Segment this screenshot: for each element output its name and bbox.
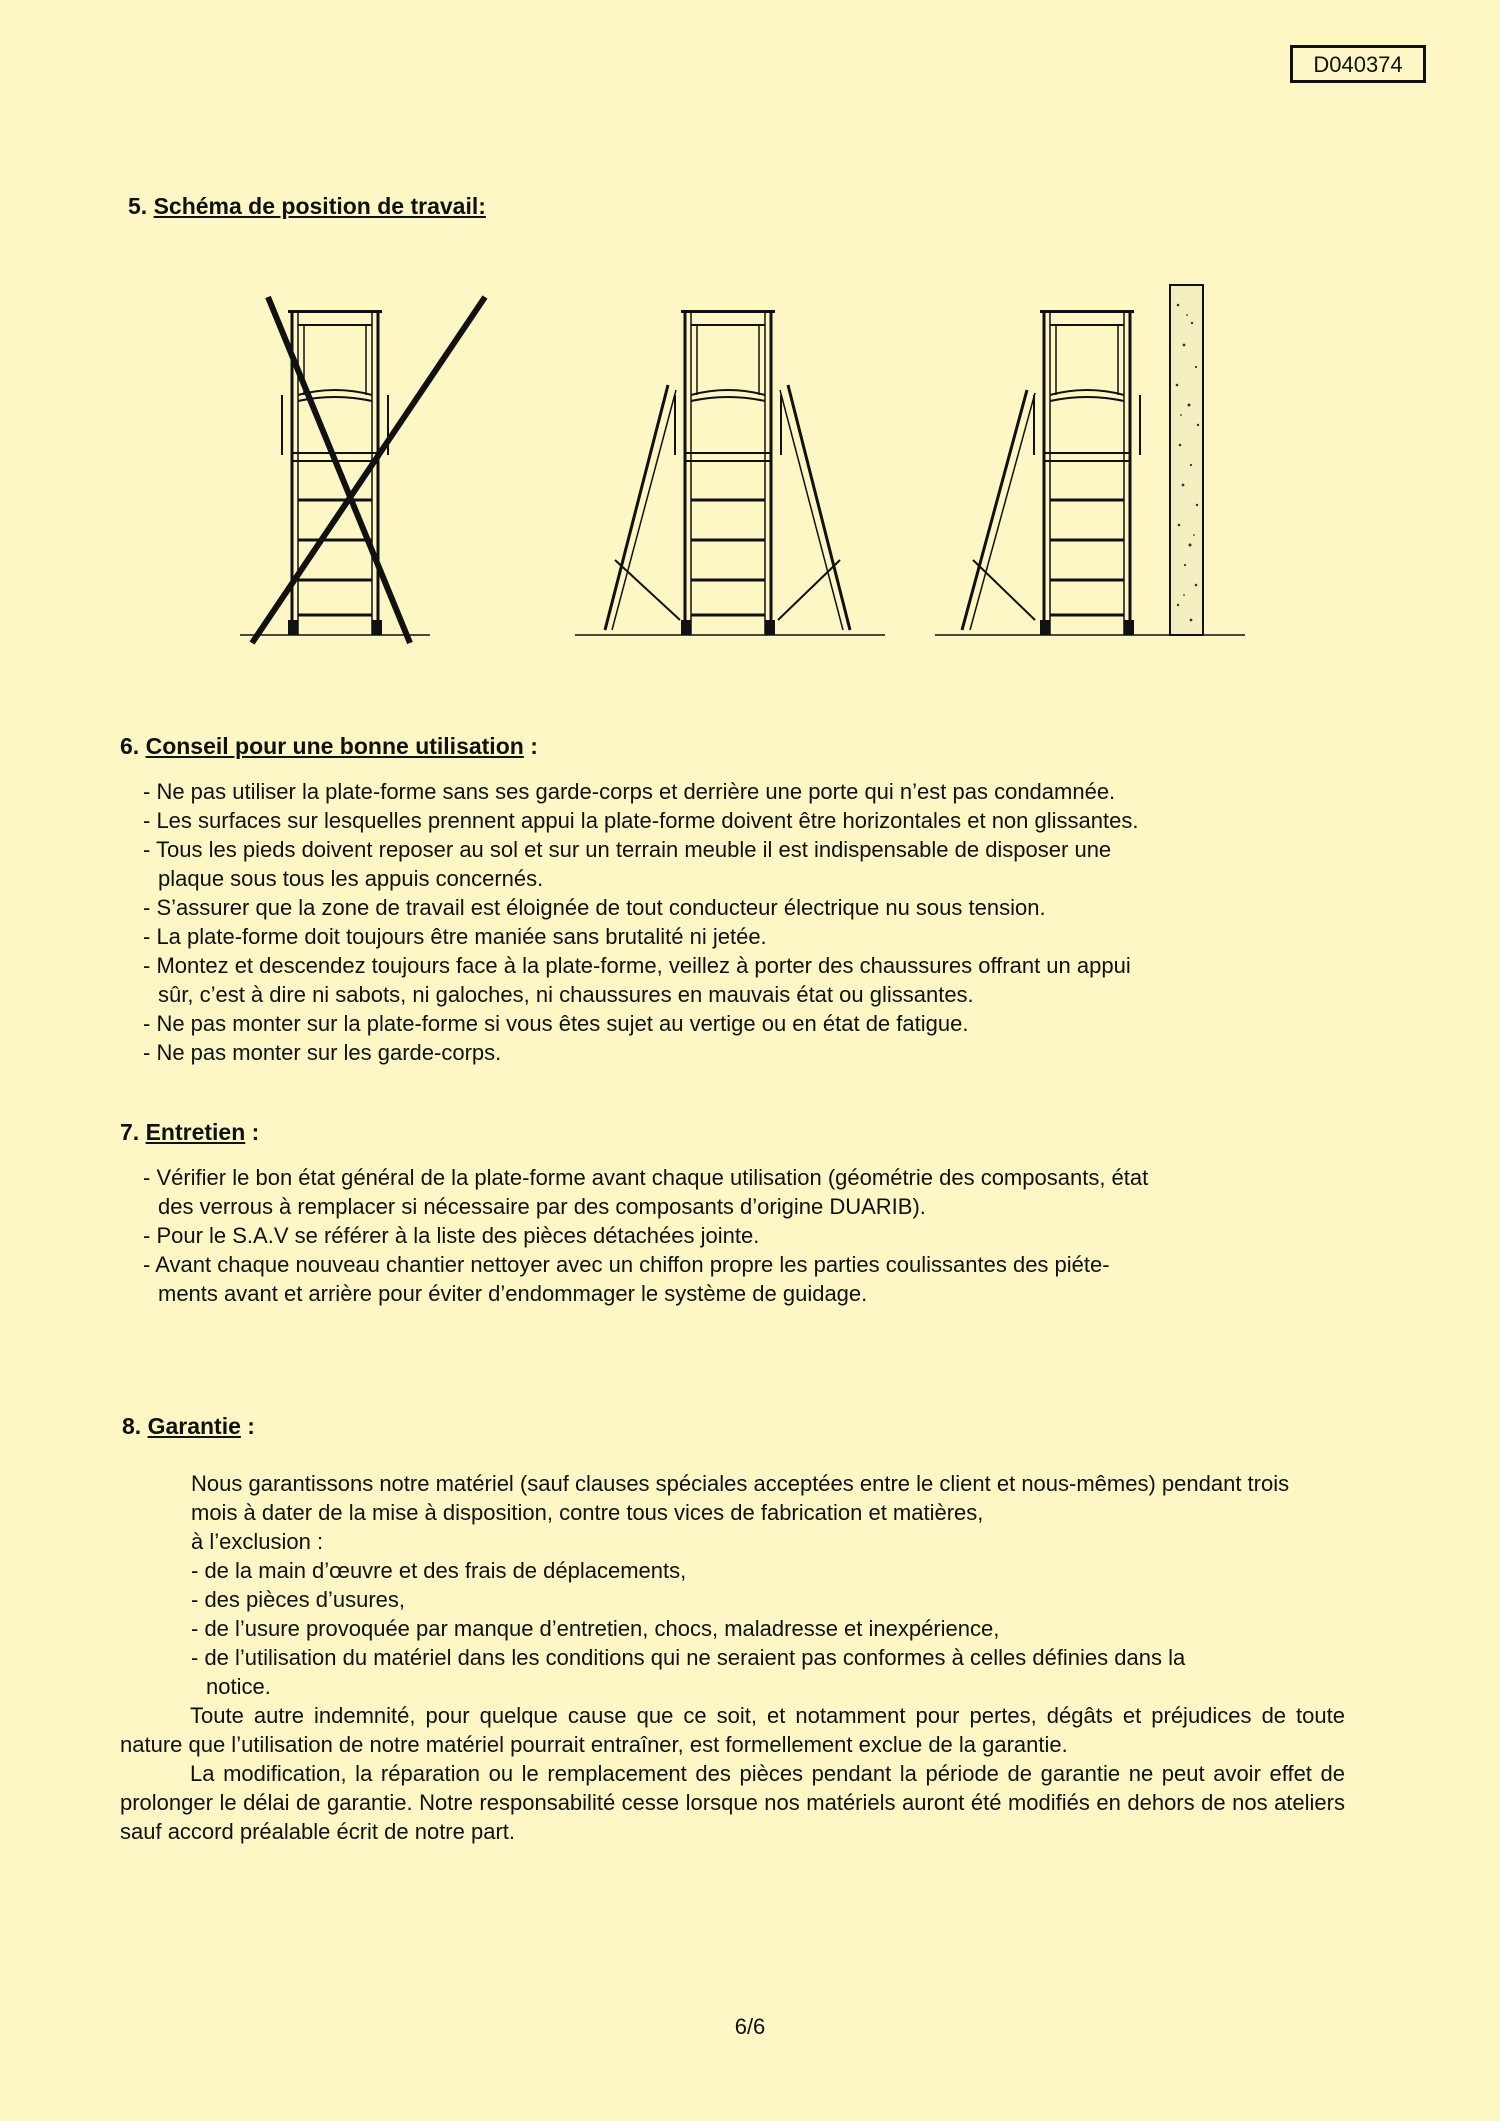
- section-6-suffix: :: [523, 733, 538, 759]
- section-5-title: Schéma de position de travail:: [153, 193, 486, 219]
- list-item: - Ne pas utiliser la plate-forme sans ses garde-corps et derrière une porte qui n’est pas condamnée.: [143, 779, 1116, 804]
- usage-advice-list: [143, 777, 1343, 1067]
- maintenance-list: [143, 1163, 1343, 1308]
- warranty-paragraph-2: La modification, la réparation ou le remplacement des pièces pendant la période de garantie ne peut avoir effet de prolonger le délai de garantie. Notre responsabilité cesse lorsque nos matériels auront été modifiés en dehors de nos ateliers sauf accord préalable écrit de notre part.: [120, 1761, 1345, 1844]
- section-8-suffix: :: [240, 1413, 255, 1439]
- section-7-suffix: :: [245, 1119, 260, 1145]
- list-item: - La plate-forme doit toujours être maniée sans brutalité ni jetée.: [143, 924, 767, 949]
- section-8-title: Garantie: [147, 1413, 241, 1439]
- ladder-stabilizers-diagram: [575, 310, 885, 635]
- page-number: 6/6: [734, 2014, 766, 2039]
- warranty-exclusions-list: [191, 1556, 1351, 1701]
- list-item: - S’assurer que la zone de travail est éloignée de tout conducteur électrique nu sous tension.: [143, 895, 1046, 920]
- list-item: - Les surfaces sur lesquelles prennent appui la plate-forme doivent être horizontales et non glissantes.: [143, 808, 1139, 833]
- section-5-heading: [128, 193, 486, 220]
- section-7-title: Entretien: [145, 1119, 246, 1145]
- section-6-heading: [120, 733, 538, 760]
- wall: [1170, 285, 1203, 635]
- warranty-exclusion-label: à l’exclusion :: [191, 1529, 324, 1554]
- section-6-number: 6.: [120, 733, 140, 759]
- section-5-number: 5.: [128, 193, 148, 219]
- section-7-heading: [120, 1119, 259, 1146]
- list-item: - Vérifier le bon état général de la plate-forme avant chaque utilisation (géométrie des composants, état: [143, 1165, 1149, 1190]
- list-item: - Montez et descendez toujours face à la plate-forme, veillez à porter des chaussures offrant un appui: [143, 953, 1131, 978]
- list-item: - Ne pas monter sur les garde-corps.: [143, 1040, 502, 1065]
- list-item: sûr, c’est à dire ni sabots, ni galoches, ni chaussures en mauvais état ou glissantes.: [158, 982, 974, 1007]
- warranty-intro: Nous garantissons notre matériel (sauf clauses spéciales acceptées entre le client et nous-mêmes) pendant trois mois à dater de la mise à disposition, contre tous vices de fabrication et matières,: [191, 1471, 1290, 1525]
- list-item: ments avant et arrière pour éviter d’endommager le système de guidage.: [158, 1281, 868, 1306]
- list-item: - Avant chaque nouveau chantier nettoyer avec un chiffon propre les parties coulissantes des piéte-: [143, 1252, 1110, 1277]
- list-item: des verrous à remplacer si nécessaire par des composants d’origine DUARIB).: [158, 1194, 926, 1219]
- ladder-incorrect-diagram: [240, 297, 485, 643]
- list-item: plaque sous tous les appuis concernés.: [158, 866, 544, 891]
- section-8-number: 8.: [122, 1413, 142, 1439]
- document-reference: D040374: [1290, 45, 1426, 83]
- section-8-heading: [122, 1413, 255, 1440]
- list-item: - de l’usure provoquée par manque d’entretien, chocs, maladresse et inexpérience,: [191, 1616, 1000, 1641]
- list-item: - Ne pas monter sur la plate-forme si vous êtes sujet au vertige ou en état de fatigue.: [143, 1011, 969, 1036]
- list-item: - de l’utilisation du matériel dans les conditions qui ne seraient pas conformes à celles définies dans la: [191, 1645, 1186, 1670]
- work-position-diagrams: [240, 275, 1260, 655]
- warranty-paragraph-1: Toute autre indemnité, pour quelque cause que ce soit, et notamment pour pertes, dégâts et préjudices de toute nature que l’utilisation de notre matériel pourrait entraîner, est formellement exclue de la garantie.: [120, 1703, 1345, 1757]
- ladder-against-wall-diagram: [935, 285, 1245, 635]
- list-item: - des pièces d’usures,: [191, 1587, 405, 1612]
- list-item: - Tous les pieds doivent reposer au sol et sur un terrain meuble il est indispensable de disposer une: [143, 837, 1112, 862]
- list-item: notice.: [206, 1674, 271, 1699]
- section-7-number: 7.: [120, 1119, 140, 1145]
- list-item: - Pour le S.A.V se référer à la liste des pièces détachées jointe.: [143, 1223, 760, 1248]
- list-item: - de la main d’œuvre et des frais de déplacements,: [191, 1558, 687, 1583]
- section-6-title: Conseil pour une bonne utilisation: [145, 733, 524, 759]
